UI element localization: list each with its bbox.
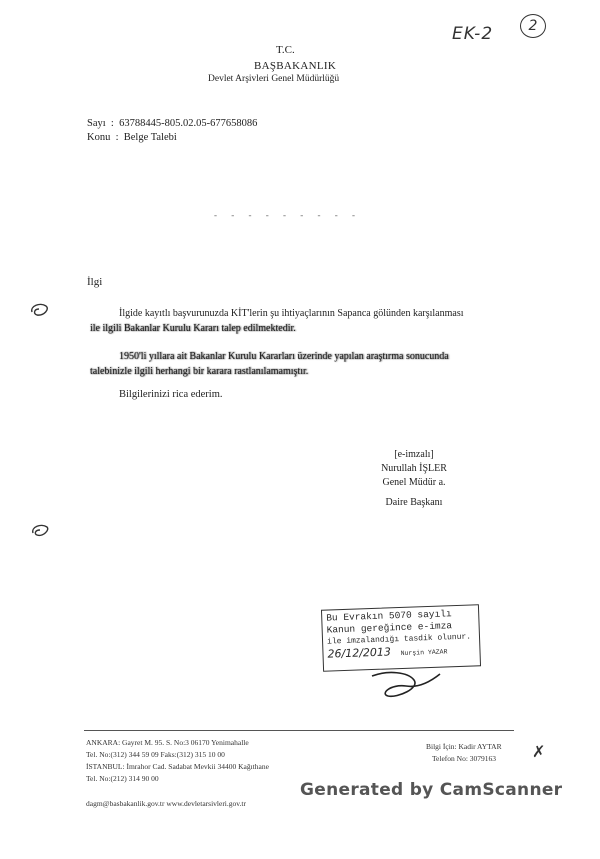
paragraph-2-line-1: 1950'li yıllara ait Bakanlar Kurulu Kararları üzerinde yapılan araştırma sonucunda: [119, 351, 449, 362]
sayi-separator: :: [108, 118, 117, 129]
header-tc: T.C.: [276, 44, 295, 56]
stamp-line-3: ile imzalandığı tasdik olunur.: [326, 632, 472, 647]
paragraph-1-line-1: İlgide kayıtlı başvurunuzda KİT'lerin şu ihtiyaçlarının Sapanca gölünden karşılanması: [119, 308, 464, 319]
margin-scribble-icon: [28, 300, 52, 320]
stamp-date-row: [327, 643, 475, 662]
footer-ankara-address: ANKARA: Gayret M. 95. S. No:3 06170 Yenimahalle: [86, 738, 249, 747]
page-number-circle: 2: [520, 14, 546, 38]
konu-value: Belge Talebi: [123, 132, 177, 143]
footer-contact-person: Bilgi İçin: Kadir AYTAR: [426, 742, 502, 751]
header-directorate: Devlet Arşivleri Genel Müdürlüğü: [208, 74, 340, 84]
scanner-watermark: Generated by CamScanner: [300, 780, 563, 800]
konu-separator: :: [112, 132, 122, 143]
footer-contact-phone: Telefon No: 3079163: [432, 754, 497, 763]
stamp-line-1: Bu Evrakın 5070 sayılı: [326, 608, 452, 624]
footer-istanbul-address: İSTANBUL: İmrahor Cad. Sadabat Mevkii 34400 Kağıthane: [86, 762, 269, 771]
konu-label: Konu: [87, 132, 111, 143]
sayi-label: Sayı: [87, 118, 106, 129]
footer-istanbul-phone: Tel. No:(212) 314 90 00: [86, 774, 159, 783]
stamp-officer-name: Nurşin YAZAR: [400, 648, 448, 658]
check-mark-icon: ✗: [532, 742, 546, 761]
signatory-department: Daire Başkanı: [385, 497, 443, 508]
closing-sentence: Bilgilerinizi rica ederim.: [119, 389, 223, 400]
signatory-name: Nurullah İŞLER: [381, 463, 447, 474]
reference-number-row: [87, 118, 257, 129]
handwritten-signature-icon: [368, 668, 448, 702]
header-institution: BAŞBAKANLIK: [254, 60, 337, 72]
footer-web: dagm@basbakanlik.gov.tr www.devletarsivleri.gov.tr: [86, 799, 246, 808]
footer-divider: [84, 730, 514, 731]
sayi-value: 63788445-805.02.05-677658086: [119, 118, 258, 129]
margin-scribble-icon: [28, 520, 52, 540]
certification-stamp: [321, 604, 481, 671]
paragraph-2-line-2: talebinizle ilgili herhangi bir karara rastlanılamamıştır.: [90, 366, 309, 377]
reference-label: İlgi: [87, 276, 103, 288]
subject-row: [87, 132, 177, 143]
attachment-annotation: EK-2: [452, 24, 494, 44]
footer-ankara-phone: Tel. No:(312) 344 59 09 Faks:(312) 315 10 00: [86, 750, 225, 759]
addressee-placeholder: - - - - - - - - -: [214, 210, 361, 220]
signatory-title: Genel Müdür a.: [382, 477, 446, 488]
stamp-line-2: Kanun gereğince e-imza: [326, 620, 453, 636]
paragraph-1-line-2: ile ilgili Bakanlar Kurulu Kararı talep edilmektedir.: [90, 323, 296, 334]
stamp-date: 26/12/2013: [327, 645, 392, 661]
e-signature-note: [e-imzalı]: [394, 449, 434, 460]
